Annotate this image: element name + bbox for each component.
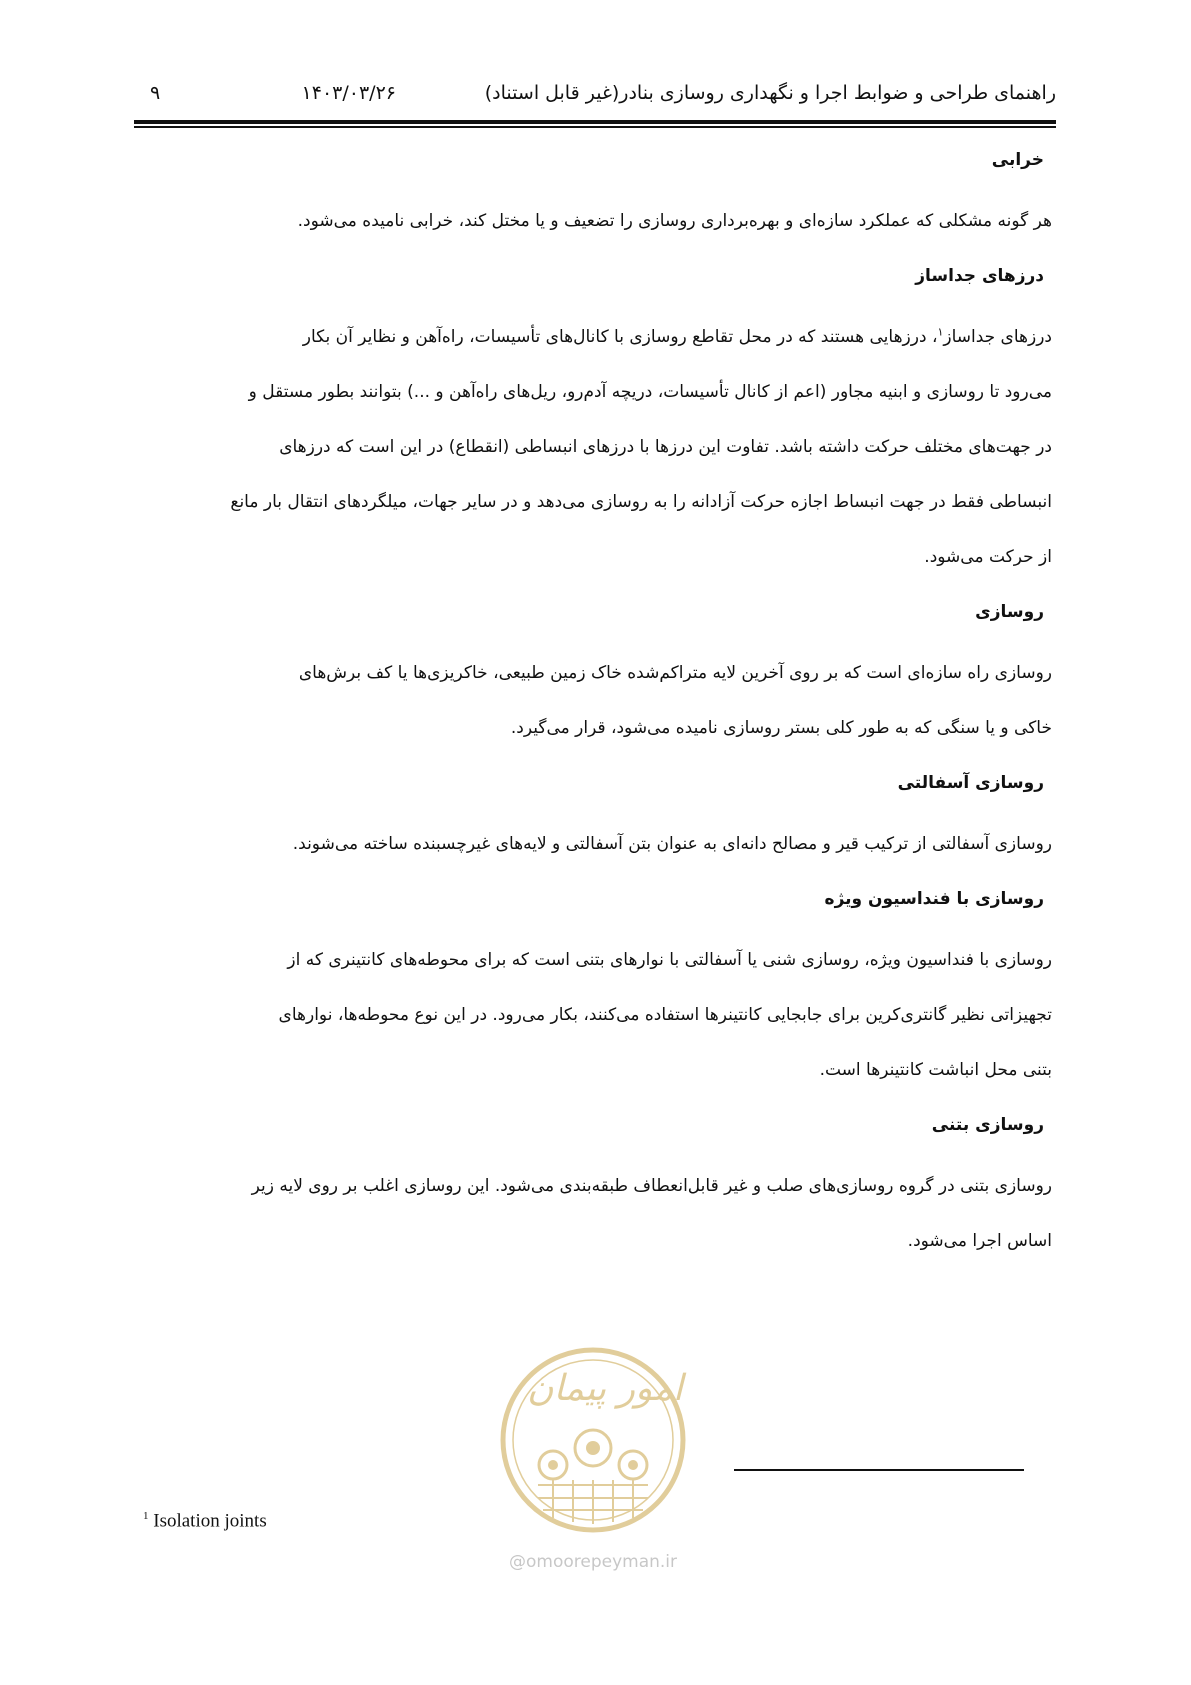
term-heading: درزهای جداساز <box>915 266 1044 286</box>
definition-line: روسازی راه سازه‌ای است که بر روی آخرین لایه متراکم‌شده خاک زمین طبیعی، خاکریزی‌ها یا کف برش‌های <box>298 663 1052 683</box>
footnote-number: 1 <box>143 1510 149 1522</box>
watermark <box>493 1340 693 1580</box>
definition-line: روسازی با فنداسیون ویژه، روسازی شنی یا آسفالتی با نوارهای بتنی است که برای محوطه‌های کانتینری که از <box>287 950 1052 970</box>
document-body <box>144 147 1052 1269</box>
page-number: ۹ <box>150 82 161 104</box>
definition-line: در جهت‌های مختلف حرکت داشته باشد. تفاوت این درزها با درزهای انبساطی (انقطاع) در این است که درزهای <box>279 437 1052 457</box>
term-heading: خرابی <box>991 150 1044 170</box>
document-title: راهنمای طراحی و ضوابط اجرا و نگهداری روسازی بنادر(غیر قابل استناد) <box>484 82 1056 104</box>
definition-line <box>144 310 1052 365</box>
definition-line: می‌رود تا روسازی و ابنیه مجاور (اعم از کانال تأسیسات، دریچه آدم‌رو، ریل‌های راه‌آهن و ...) بتوانند بطور مستقل و <box>248 382 1052 402</box>
header-rule <box>134 120 1056 124</box>
definition-line: تجهیزاتی نظیر گانتری‌کرین برای جابجایی کانتینرها استفاده می‌کنند، بکار می‌رود. در این نوع محوطه‌ها، نوارهای <box>278 1005 1052 1025</box>
definition-line: از حرکت می‌شود. <box>924 547 1052 567</box>
definition-line: بتنی محل انباشت کانتینرها است. <box>819 1060 1052 1080</box>
footnote-mark: ۱ <box>937 325 944 339</box>
page-header <box>138 78 1056 118</box>
footnote <box>143 1510 267 1532</box>
definition-line: انبساطی فقط در جهت انبساط اجازه حرکت آزادانه را به روسازی می‌دهد و در سایر جهات، میلگردهای انتقال بار مانع <box>230 492 1052 512</box>
definition-line: اساس اجرا می‌شود. <box>907 1231 1052 1251</box>
term-heading: روسازی آسفالتی <box>897 773 1044 793</box>
watermark-site: @omoorepeyman.ir <box>508 1552 678 1572</box>
header-rule-thin <box>134 126 1056 128</box>
definition-line: روسازی بتنی در گروه روسازی‌های صلب و غیر قابل‌انعطاف طبقه‌بندی می‌شود. این روسازی اغلب بر روی لایه زیر <box>251 1176 1052 1196</box>
definition-line-text: ، درزهایی هستند که در محل تقاطع روسازی با کانال‌های تأسیسات، راه‌آهن و نظایر آن بکار <box>302 327 938 347</box>
watermark-logo-text: امور پیمان <box>527 1368 683 1409</box>
term-heading: روسازی بتنی <box>931 1115 1044 1135</box>
footnote-text: Isolation joints <box>153 1510 267 1532</box>
term-reference: درزهای جداساز <box>943 327 1052 347</box>
watermark-logo <box>493 1340 693 1545</box>
footnote-rule <box>734 1469 1024 1471</box>
definition-line: هر گونه مشکلی که عملکرد سازه‌ای و بهره‌برداری روسازی را تضعیف و یا مختل کند، خرابی نامیده می‌شود. <box>297 211 1052 231</box>
document-date: ۱۴۰۳/۰۳/۲۶ <box>301 82 396 104</box>
term-heading: روسازی با فنداسیون ویژه <box>824 889 1044 909</box>
definition-line: خاکی و یا سنگی که به طور کلی بستر روسازی نامیده می‌شود، قرار می‌گیرد. <box>510 718 1052 738</box>
definition-line: روسازی آسفالتی از ترکیب قیر و مصالح دانه‌ای به عنوان بتن آسفالتی و لایه‌های غیرچسبنده ساخته می‌شوند. <box>292 834 1052 854</box>
term-heading: روسازی <box>975 602 1044 622</box>
